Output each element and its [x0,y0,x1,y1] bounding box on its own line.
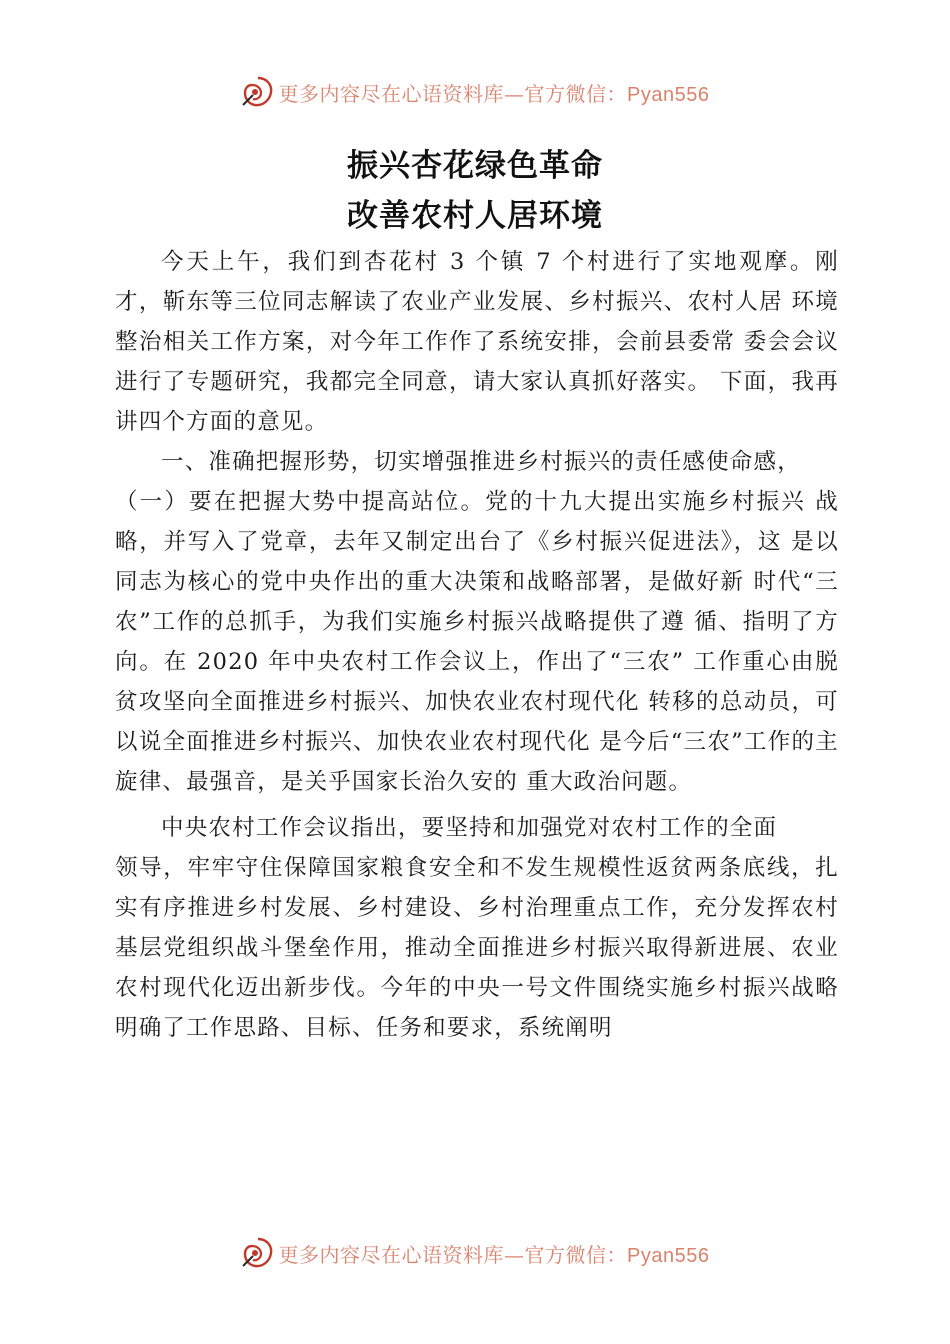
paragraph: 今天上午，我们到杏花村 3 个镇 7 个村进行了实地观摩。刚才，靳东等三位同志解读了农业产业发展、乡村振兴、农村人居 环境整治相关工作方案，对今年工作作了系统安排，会前县委常 委会会议进行了专题研究，我都完全同意，请大家认真抓好落实。 下面，我再讲四个方面的意见。 [115,249,839,435]
logo-icon [241,1236,275,1270]
section-heading: 一、准确把握形势，切实增强推进乡村振兴的责任感使命感， [161,449,801,475]
paragraph: 领导，牢牢守住保障国家粮食安全和不发生规模性返贫两条底线，扎实有序推进乡村发展、乡村建设、乡村治理重点工作，充分发挥农村基层党组织战斗堡垒作用，推动全面推进乡村振兴取得新进展、农业农村现代化迈出新步伐。今年的中央一号文件围绕实施乡村振兴战略明确了工作思路、目标、任务和要求，系统阐明 [115,855,839,1041]
paragraph: （一）要在把握大势中提高站位。党的十九大提出实施乡村振兴 战略，并写入了党章，去年又制定出台了《乡村振兴促进法》，这 是以同志为核心的党中央作出的重大决策和战略部署，是做好新 时代“三农”工作的总抓手，为我们实施乡村振兴战略提供了遵 循、指明了方向。在 2020 年中央农村工作会议上，作出了“三农” 工作重心由脱贫攻坚向全面推进乡村振兴、加快农业农村现代化 转移的总动员，可以说全面推进乡村振兴、加快农业农村现代化 是今后“三农”工作的主旋律、最强音，是关乎国家长治久安的 重大政治问题。 [115,489,839,795]
document-title-line1: 振兴杏花绿色革命 [347,148,603,184]
watermark-text: 更多内容尽在心语资料库—官方微信：Pyan556 [278,81,710,106]
watermark-id: Pyan556 [627,83,710,106]
watermark-header [0,72,950,112]
watermark-footer [0,1233,950,1273]
watermark-id: Pyan556 [627,1244,710,1267]
watermark-text: 更多内容尽在心语资料库—官方微信：Pyan556 [278,1242,710,1267]
logo-icon [241,75,275,109]
document-body [115,242,839,1048]
document-title-line2: 改善农村人居环境 [347,198,603,234]
paragraph: 中央农村工作会议指出，要坚持和加强党对农村工作的全面 [161,815,778,841]
